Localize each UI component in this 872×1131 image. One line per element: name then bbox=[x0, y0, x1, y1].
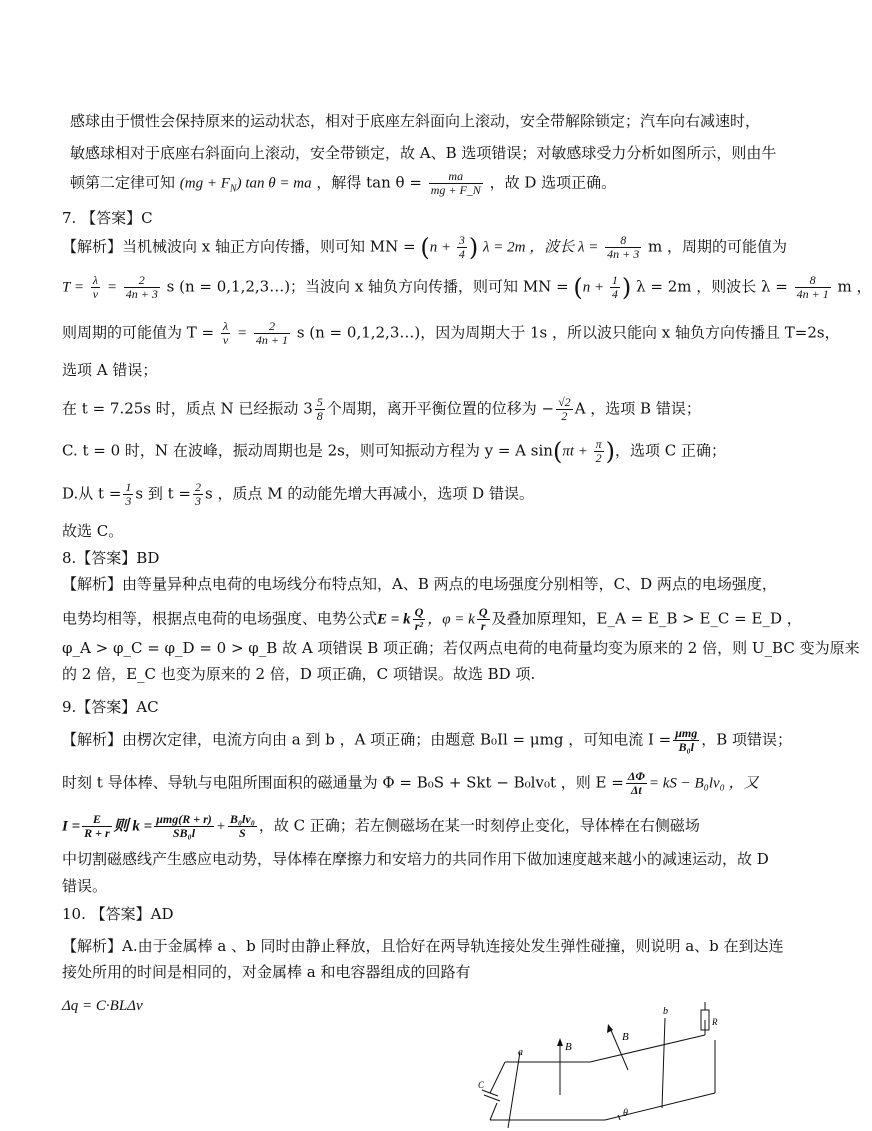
text-line: 的 2 倍，E_C 也变为原来的 2 倍，D 项正确，C 项错误。故选 BD 项. bbox=[62, 665, 536, 683]
text-line: 【解析】当机械波向 x 轴正方向传播，则可知 MN = (n + $\frac{3}{4}$ ) λ = 2m ，波长 λ = $\frac{8}{4n + 3}$ m ，周期的可能值为 bbox=[62, 233, 788, 262]
text-line: 【解析】A.由于金属棒 a 、b 同时由静止释放，且恰好在两导轨连接处发生弹性碰撞，则说明 a、b 在到达连 bbox=[62, 937, 784, 955]
subscript: N bbox=[229, 183, 237, 195]
rail-line bbox=[590, 1035, 705, 1062]
label-theta: θ bbox=[623, 1108, 628, 1119]
label-B2: B bbox=[622, 1031, 629, 1043]
rail-circuit-diagram bbox=[470, 1000, 730, 1131]
text-line: 敏感球相对于底座右斜面向上滚动，安全带锁定，故 A、B 选项错误；对敏感球受力分析如图所示，则由牛 bbox=[70, 144, 777, 162]
text-line: 故选 C。 bbox=[62, 522, 124, 540]
text-line: 则周期的可能值为 T = $\frac{\lambda}{v}$ = $\frac{2}{4n + 1}$ s (n = 0,1,2,3…)，因为周期大于 1s ，所以波只能向 x 轴负方向传播且 T=2s， bbox=[62, 319, 840, 347]
answer-10-heading: 10. 【答案】AD bbox=[62, 905, 174, 923]
angle-arc bbox=[618, 1115, 620, 1120]
text-line: C. t = 0 时，N 在波峰，振动周期也是 2s，则可知振动方程为 y = A sin(πt + $\frac{\pi}{2}$ )，选项 C 正确； bbox=[62, 437, 727, 466]
formula: ) tan θ = ma bbox=[236, 175, 312, 192]
rod-a bbox=[508, 1052, 520, 1128]
label-R: R bbox=[712, 1017, 718, 1027]
answer-7-heading: 7. 【答案】C bbox=[62, 209, 153, 227]
answer-8-heading: 8.【答案】BD bbox=[62, 549, 160, 567]
rod-b bbox=[662, 1018, 665, 1108]
text-line: 【解析】由等量异种点电荷的电场线分布特点知，A、B 两点的电场强度分别相等，C、D 两点的电场强度， bbox=[62, 575, 777, 593]
text: 顿第二定律可知 bbox=[70, 173, 176, 192]
formula: (mg + F bbox=[179, 175, 230, 192]
arrowhead bbox=[557, 1038, 563, 1046]
text-line: 错误。 bbox=[62, 877, 108, 895]
label-a: a bbox=[518, 1047, 523, 1058]
text-line: 【解析】由楞次定律，电流方向由 a 到 b ，A 项正确；由题意 B₀Il = μmg ，可知电流 I = $\frac{\text{μmg}}{\text{B₀l}}$ ，B 项错误； bbox=[62, 726, 793, 754]
text-line: 接处所用的时间是相同的，对金属棒 a 和电容器组成的回路有 bbox=[62, 963, 471, 981]
text: ，解得 tan θ = bbox=[316, 173, 422, 192]
fraction-ma: $\frac{ma}{mg + F\_N}$ bbox=[430, 169, 481, 197]
text-line: 选项 A 错误； bbox=[62, 361, 158, 379]
text-line: 感球由于惯性会保持原来的运动状态，相对于底座左斜面向上滚动，安全带解除锁定；汽车向右减速时， bbox=[70, 112, 761, 130]
text-line: 中切割磁感线产生感应电动势，导体棒在摩擦力和安培力的共同作用下做加速度越来越小的减速运动，故 D bbox=[62, 850, 769, 868]
label-C: C bbox=[478, 1080, 485, 1090]
text-line: T = $\frac{\lambda}{v}$ = $\frac{2}{4n + 3}$ s (n = 0,1,2,3…)；当波向 x 轴负方向传播，则可知 MN = (n + $\frac{1}{4}$ ) λ = 2m ，则波长 λ = $\frac{8}{4n + 1}$ m ， bbox=[62, 273, 872, 302]
text-line: I = $\frac{E}{R + r}$ 则 k = $\frac{\text{μmg(R + r)}}{\text{SB₀l}}$ + $\frac{\text{B₀lv₀}}{S}$ ，故 C 正确；若左侧磁场在某一时刻停止变化，导体棒在右侧磁场 bbox=[62, 812, 700, 840]
text: ，故 D 选项正确。 bbox=[489, 173, 617, 192]
rail-line bbox=[605, 1093, 715, 1120]
text-line bbox=[70, 170, 616, 200]
formula-line: Δq = C·BLΔv bbox=[62, 998, 143, 1014]
text-line: 在 t = 7.25s 时，质点 N 已经振动 3 $\frac{5}{8}$ 个周期，离开平衡位置的位移为 − $\frac{√2}{2}$ A ，选项 B 错误； bbox=[62, 395, 701, 423]
answer-9-heading: 9.【答案】AC bbox=[62, 698, 159, 716]
text-line: 电势均相等，根据点电荷的电场强度、电势公式E = k $\frac{Q}{\text{r²}}$ ，φ = k $\frac{Q}{r}$ 及叠加原理知，E_A = E_B > E_C = E_D ， bbox=[62, 605, 802, 633]
label-b: b bbox=[663, 1006, 668, 1017]
text-line: φ_A > φ_C = φ_D = 0 > φ_B 故 A 项错误 B 项正确；若仅两点电荷的电荷量均变为原来的 2 倍，则 U_BC 变为原来 bbox=[62, 639, 860, 657]
wire bbox=[490, 1103, 497, 1120]
text-line: 时刻 t 导体棒、导轨与电阻所围面积的磁通量为 Φ = B₀S + Skt − B₀lv₀t ，则 E = $\frac{\Delta\Phi}{\Delta t}$ = kS − B₀lv₀ ，又 bbox=[62, 769, 759, 797]
wire bbox=[490, 1062, 505, 1093]
label-B1: B bbox=[565, 1041, 572, 1053]
text-line: D.从 t = $\frac{1}{3}$ s 到 t = $\frac{2}{3}$ s ，质点 M 的动能先增大再减小，选项 D 错误。 bbox=[62, 480, 534, 508]
